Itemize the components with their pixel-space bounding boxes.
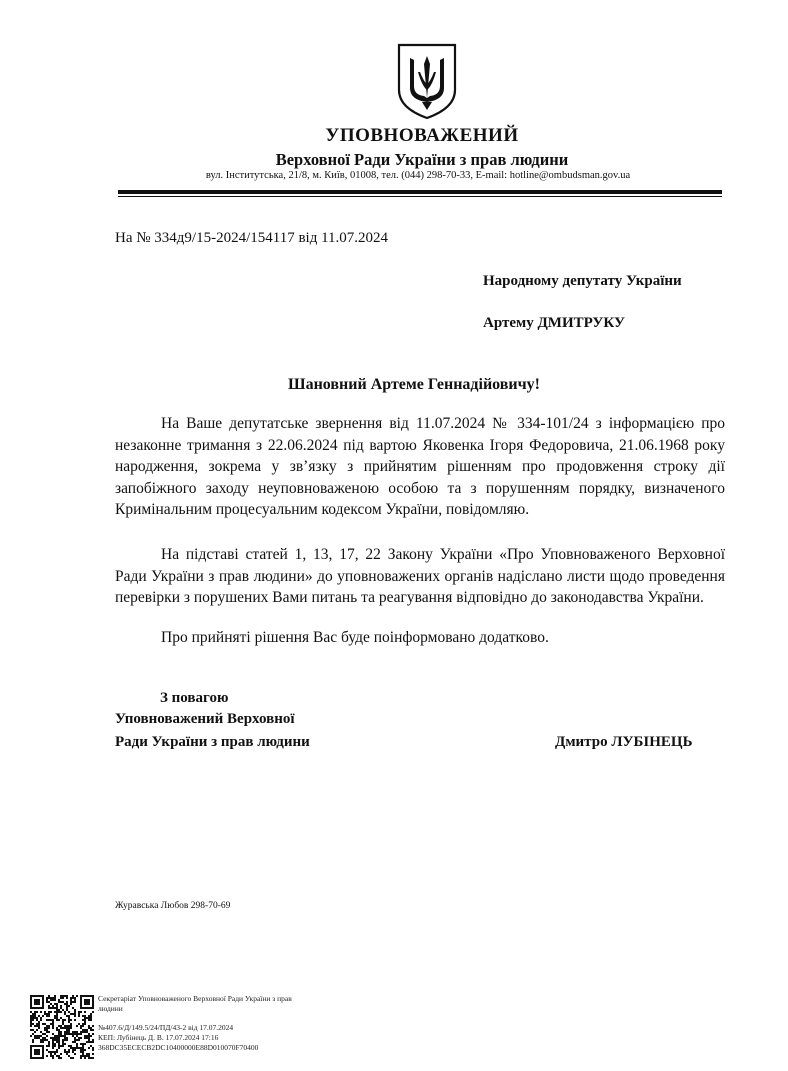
qr-code-icon: [30, 995, 94, 1059]
signature-regards: З повагою: [160, 690, 229, 706]
addressee-title: Народному депутату України: [483, 273, 682, 289]
signature-name: Дмитро ЛУБІНЕЦЬ: [555, 734, 693, 750]
reference-line: На № 334д9/15-2024/154117 від 11.07.2024: [115, 230, 389, 246]
stamp-organization-line: Секретаріат Уповноваженого Верховної Ради України з прав: [98, 994, 292, 1003]
org-subtitle: Верховної Ради України з прав людини: [275, 150, 569, 169]
stamp-hash: 368DC35ECECB2DC10400000E88D010070F70400: [98, 1043, 259, 1052]
signature-position: Ради України з прав людини: [115, 734, 310, 750]
stamp-organization: [98, 994, 292, 1014]
body-paragraph: На підставі статей 1, 13, 17, 22 Закону України «Про Уповноваженого Верховної Ради України з прав людини» до уповноважених органів надіслано листи щодо проведення перевірки з порушених Вами питань та реагування відповідно до законодавства України.: [115, 546, 725, 606]
body-paragraph: Про прийняті рішення Вас буде поінформовано додатково.: [161, 629, 549, 646]
trident-emblem-icon: [396, 42, 458, 120]
executor-note: Журавська Любов 298-70-69: [115, 901, 231, 911]
org-contacts: вул. Інститутська, 21/8, м. Київ, 01008, тел. (044) 298-70-33, E-mail: hotline@ombudsman.gov.ua: [205, 170, 631, 181]
header-divider: [118, 190, 722, 194]
org-title: УПОВНОВАЖЕНИЙ: [325, 125, 519, 146]
stamp-registration: №407.6/Д/149.5/24/ПД/43-2 від 17.07.2024: [98, 1023, 234, 1032]
body-paragraph: На Ваше депутатське звернення від 11.07.2024 № 334-101/24 з інформацією про незаконне тримання з 22.06.2024 під вартою Яковенка Ігоря Федоровича, 21.06.1968 року народження, зокрема у зв’язку з прийнятим рішенням про продовження строку дії запобіжного заходу неуповноваженою особою та з порушенням порядку, визначеного Кримінальним процесуальним кодексом України, повідомляю.: [115, 415, 725, 518]
stamp-organization-line: людини: [98, 1004, 123, 1013]
signature-position: Уповноважений Верховної: [115, 711, 295, 727]
header-divider-thin: [118, 196, 722, 197]
addressee-name: Артему ДМИТРУКУ: [483, 315, 626, 331]
salutation: Шановний Артеме Геннадійовичу!: [288, 376, 540, 393]
stamp-signature-info: КЕП: Лубінець Д. В. 17.07.2024 17:16: [98, 1033, 219, 1042]
